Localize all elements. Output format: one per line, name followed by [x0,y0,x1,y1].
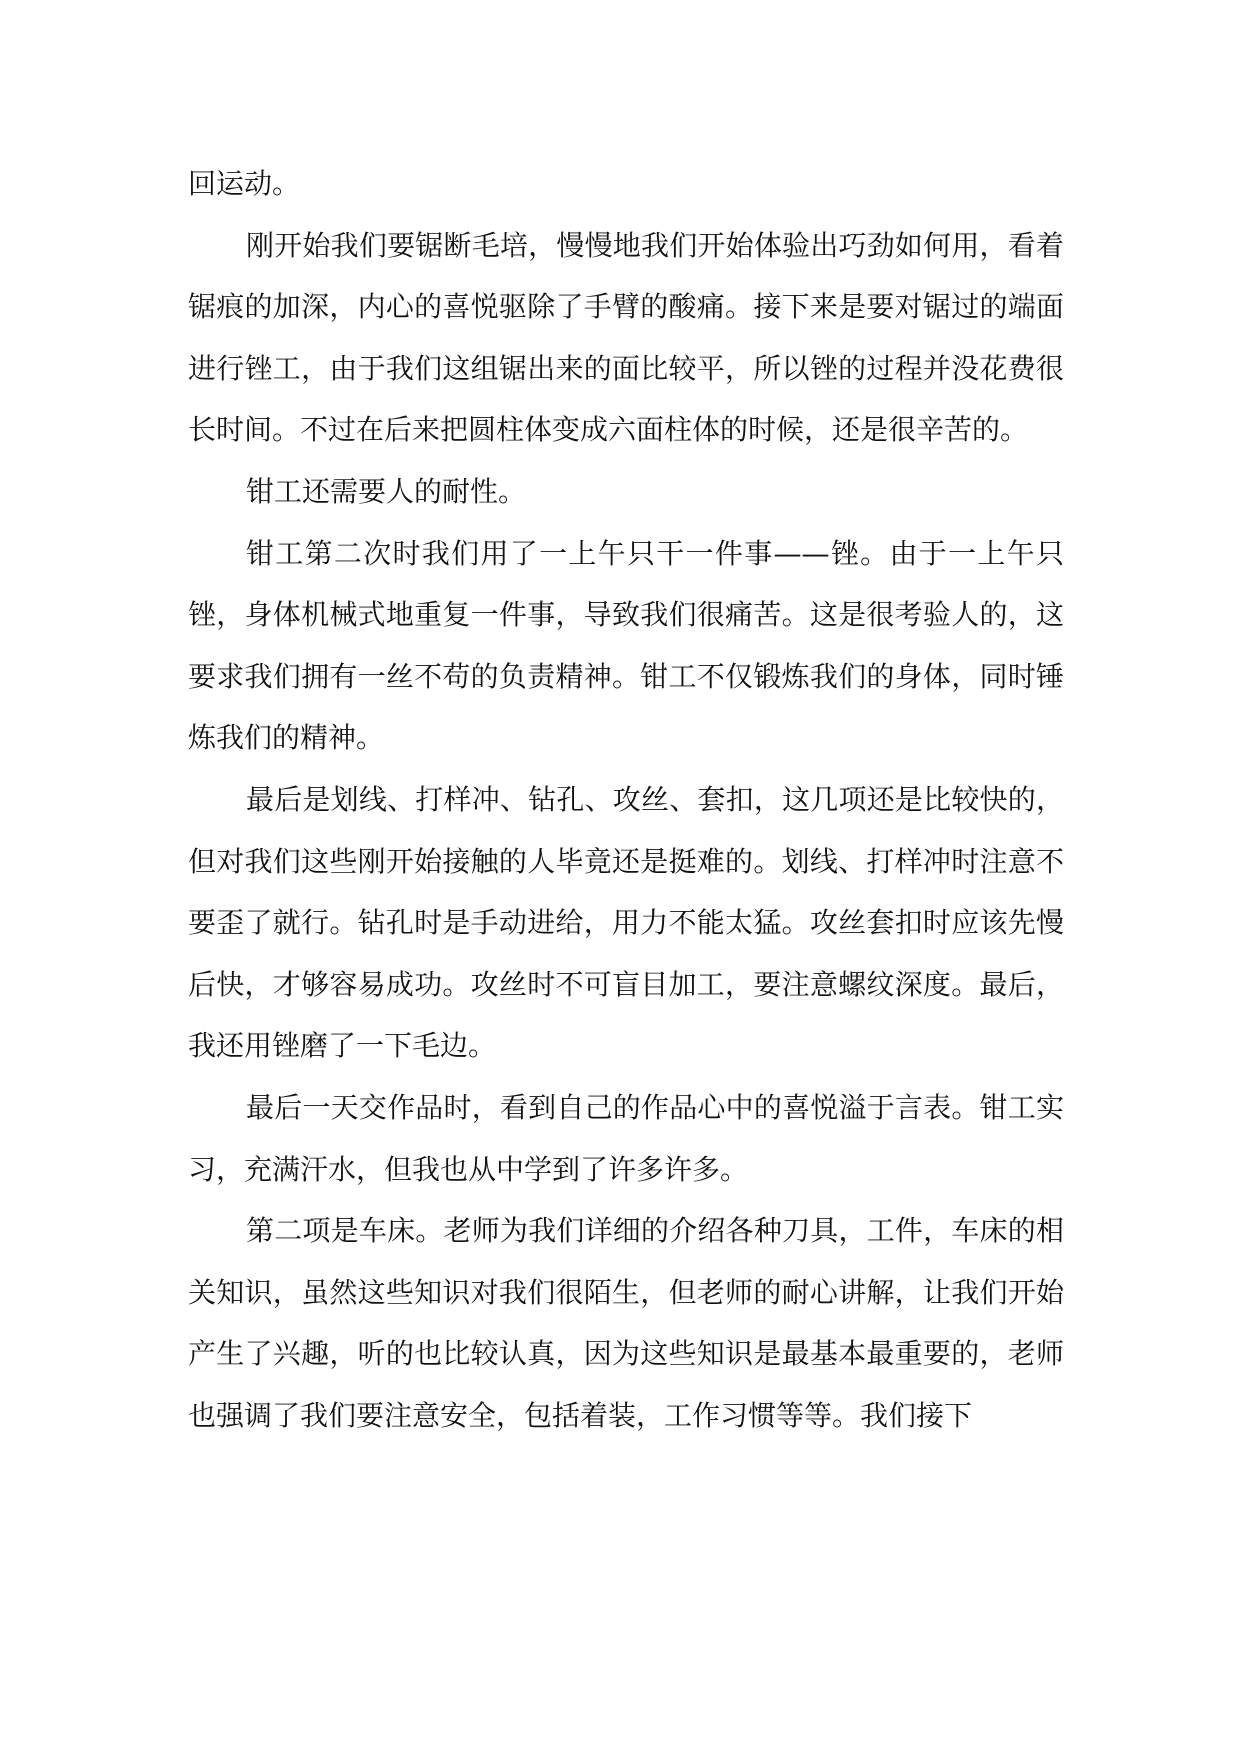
paragraph-7: 第二项是车床。老师为我们详细的介绍各种刀具，工件，车床的相关知识，虽然这些知识对我们很陌生，但老师的耐心讲解，让我们开始产生了兴趣，听的也比较认真，因为这些知识是最基本最重要的，老师也强调了我们要注意安全，包括着装，工作习惯等等。我们接下 [188,1214,1064,1432]
paragraph-3: 钳工还需要人的耐性。 [246,474,527,508]
paragraph-1: 回运动。 [188,167,301,200]
paragraph-5: 最后是划线、打样冲、钻孔、攻丝、套扣，这几项还是比较快的，但对我们这些刚开始接触的人毕竟还是挺难的。划线、打样冲时注意不要歪了就行。钻孔时是手动进给，用力不能太猛。攻丝套扣时应该先慢后快，才够容易成功。攻丝时不可盲目加工，要注意螺纹深度。最后，我还用锉磨了一下毛边。 [188,782,1064,1063]
paragraph-6: 最后一天交作品时，看到自己的作品心中的喜悦溢于言表。钳工实习，充满汗水，但我也从中学到了许多许多。 [188,1090,1064,1186]
paragraph-2: 刚开始我们要锯断毛培，慢慢地我们开始体验出巧劲如何用，看着锯痕的加深，内心的喜悦驱除了手臂的酸痛。接下来是要对锯过的端面进行锉工，由于我们这组锯出来的面比较平，所以锉的过程并没花费很长时间。不过在后来把圆柱体变成六面柱体的时候，还是很辛苦的。 [188,228,1064,447]
body-text [188,153,1064,1446]
paragraph-4: 钳工第二次时我们用了一上午只干一件事——锉。由于一上午只锉，身体机械式地重复一件事，导致我们很痛苦。这是很考验人的，这要求我们拥有一丝不苟的负责精神。钳工不仅锻炼我们的身体，同时锤炼我们的精神。 [188,536,1064,755]
